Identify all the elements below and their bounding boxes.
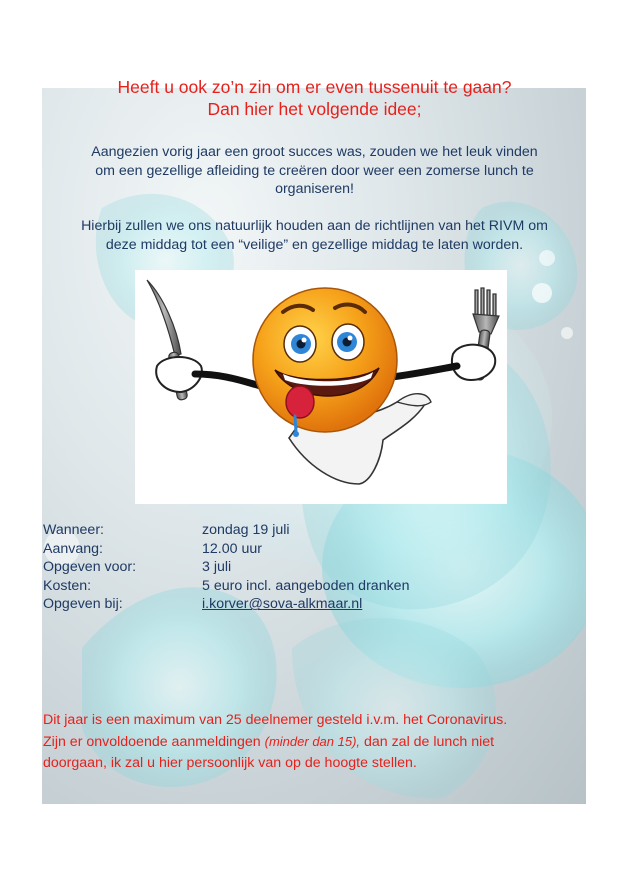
- notice-line: Dit jaar is een maximum van 25 deelnemer gesteld i.v.m. het Coronavirus.: [43, 712, 508, 728]
- intro-paragraph-1: [40, 143, 589, 199]
- detail-value: 12.00 uur: [202, 540, 262, 557]
- detail-label: Wanneer:: [43, 522, 104, 538]
- notice-text: Zijn er onvoldoende aanmeldingen: [43, 734, 265, 750]
- hungry-emoji-icon: [135, 270, 507, 504]
- detail-row-costs: [43, 577, 409, 596]
- hungry-emoji-illustration: [135, 270, 507, 504]
- detail-value: 5 euro incl. aangeboden dranken: [202, 577, 410, 594]
- email-link[interactable]: i.korver@sova-alkmaar.nl: [202, 596, 363, 613]
- detail-label: Opgeven voor:: [43, 559, 137, 576]
- notice-text: dan zal de lunch niet: [360, 734, 495, 750]
- detail-label: Opgeven bij:: [43, 596, 123, 613]
- intro-paragraph-2: [40, 217, 589, 254]
- intro-paragraph-1-line: Aangezien vorig jaar een groot succes was, zouden we het leuk vinden: [91, 144, 538, 160]
- notice-line: doorgaan, ik zal u hier persoonlijk van op de hoogte stellen.: [43, 755, 417, 771]
- intro-paragraph-2-line: deze middag tot een “veilige” en gezellige middag te laten worden.: [105, 236, 524, 253]
- page-title-line-2: Dan hier het volgende idee;: [207, 99, 422, 119]
- detail-label: Aanvang:: [43, 540, 103, 557]
- notice-paragraph: [43, 710, 593, 774]
- intro-paragraph-1-line: organiseren!: [275, 181, 354, 197]
- intro-paragraph-1-line: om een gezellige afleiding te creëren door weer een zomerse lunch te: [95, 162, 534, 179]
- detail-row-when: [43, 521, 409, 540]
- detail-value: 3 juli: [202, 559, 232, 576]
- notice-italic-text: (minder dan 15),: [264, 734, 361, 749]
- notice-line: [43, 731, 593, 753]
- detail-row-start: [43, 540, 409, 559]
- event-details: [43, 521, 409, 614]
- intro-paragraph-2-line: Hierbij zullen we ons natuurlijk houden aan de richtlijnen van het RIVM om: [81, 218, 548, 234]
- detail-value: zondag 19 juli: [202, 522, 290, 538]
- detail-row-signup: [43, 595, 409, 614]
- detail-row-deadline: [43, 558, 409, 577]
- detail-label: Kosten:: [43, 577, 92, 594]
- page-title-line-1: Heeft u ook zo’n zin om er even tussenuit te gaan?: [117, 77, 512, 97]
